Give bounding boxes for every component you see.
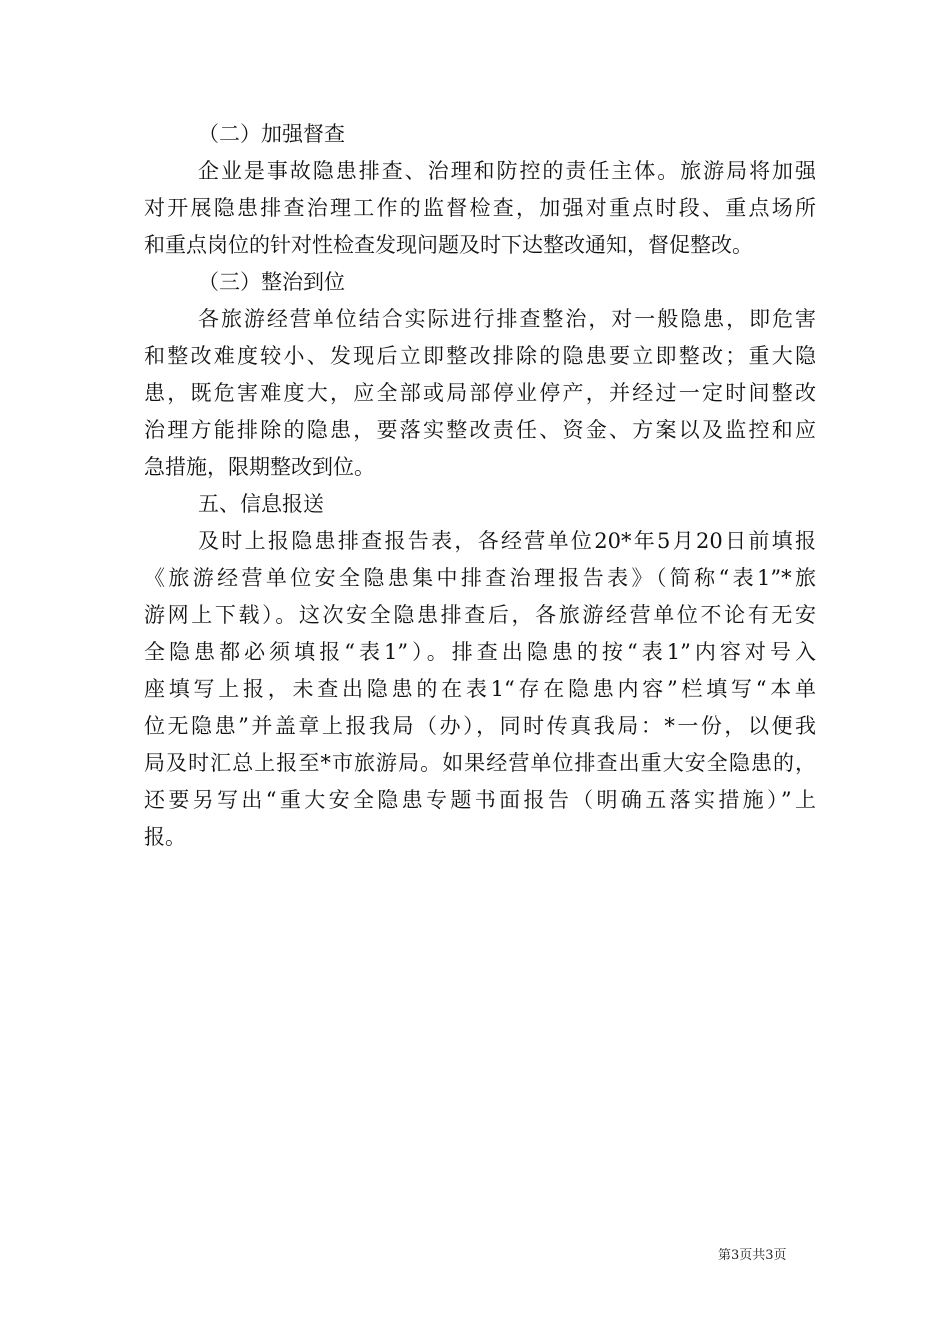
paragraph-line: 位无隐患”并盖章上报我局（办），同时传真我局：*一份，以便我 <box>144 714 816 738</box>
paragraph-line: 及时上报隐患排查报告表，各经营单位20*年5月20日前填报 <box>198 529 816 553</box>
paragraph-line: 全隐患都必须填报“表1”）。排查出隐患的按“表1”内容对号入 <box>144 640 816 664</box>
paragraph-line: 患，既危害难度大，应全部或局部停业停产，并经过一定时间整改 <box>144 381 816 405</box>
paragraph-line: 和重点岗位的针对性检查发现问题及时下达整改通知，督促整改。 <box>144 233 753 257</box>
paragraph-line: 局及时汇总上报至*市旅游局。如果经营单位排查出重大安全隐患的， <box>144 751 816 775</box>
page-number-footer: 第3页共3页 <box>718 1248 787 1263</box>
paragraph-line: 急措施，限期整改到位。 <box>144 455 375 479</box>
paragraph-line: 报。 <box>144 825 186 849</box>
paragraph-line: 企业是事故隐患排查、治理和防控的责任主体。旅游局将加强 <box>198 159 816 183</box>
paragraph-line: 游网上下载）。这次安全隐患排查后，各旅游经营单位不论有无安 <box>144 603 816 627</box>
paragraph-line: 对开展隐患排查治理工作的监督检查，加强对重点时段、重点场所 <box>144 196 816 220</box>
section-heading: （二）加强督查 <box>198 122 345 146</box>
section-heading: 五、信息报送 <box>198 492 324 516</box>
section-heading: （三）整治到位 <box>198 270 345 294</box>
paragraph-line: 治理方能排除的隐患，要落实整改责任、资金、方案以及监控和应 <box>144 418 816 442</box>
paragraph-line: 和整改难度较小、发现后立即整改排除的隐患要立即整改；重大隐 <box>144 344 816 368</box>
paragraph-line: 还要另写出“重大安全隐患专题书面报告（明确五落实措施）”上 <box>144 788 816 812</box>
paragraph-line: 座填写上报，未查出隐患的在表1“存在隐患内容”栏填写“本单 <box>144 677 816 701</box>
paragraph-line: 各旅游经营单位结合实际进行排查整治，对一般隐患，即危害 <box>198 307 816 331</box>
document-body <box>144 116 816 856</box>
paragraph-line: 《旅游经营单位安全隐患集中排查治理报告表》（简称“表1”*旅 <box>144 566 816 590</box>
